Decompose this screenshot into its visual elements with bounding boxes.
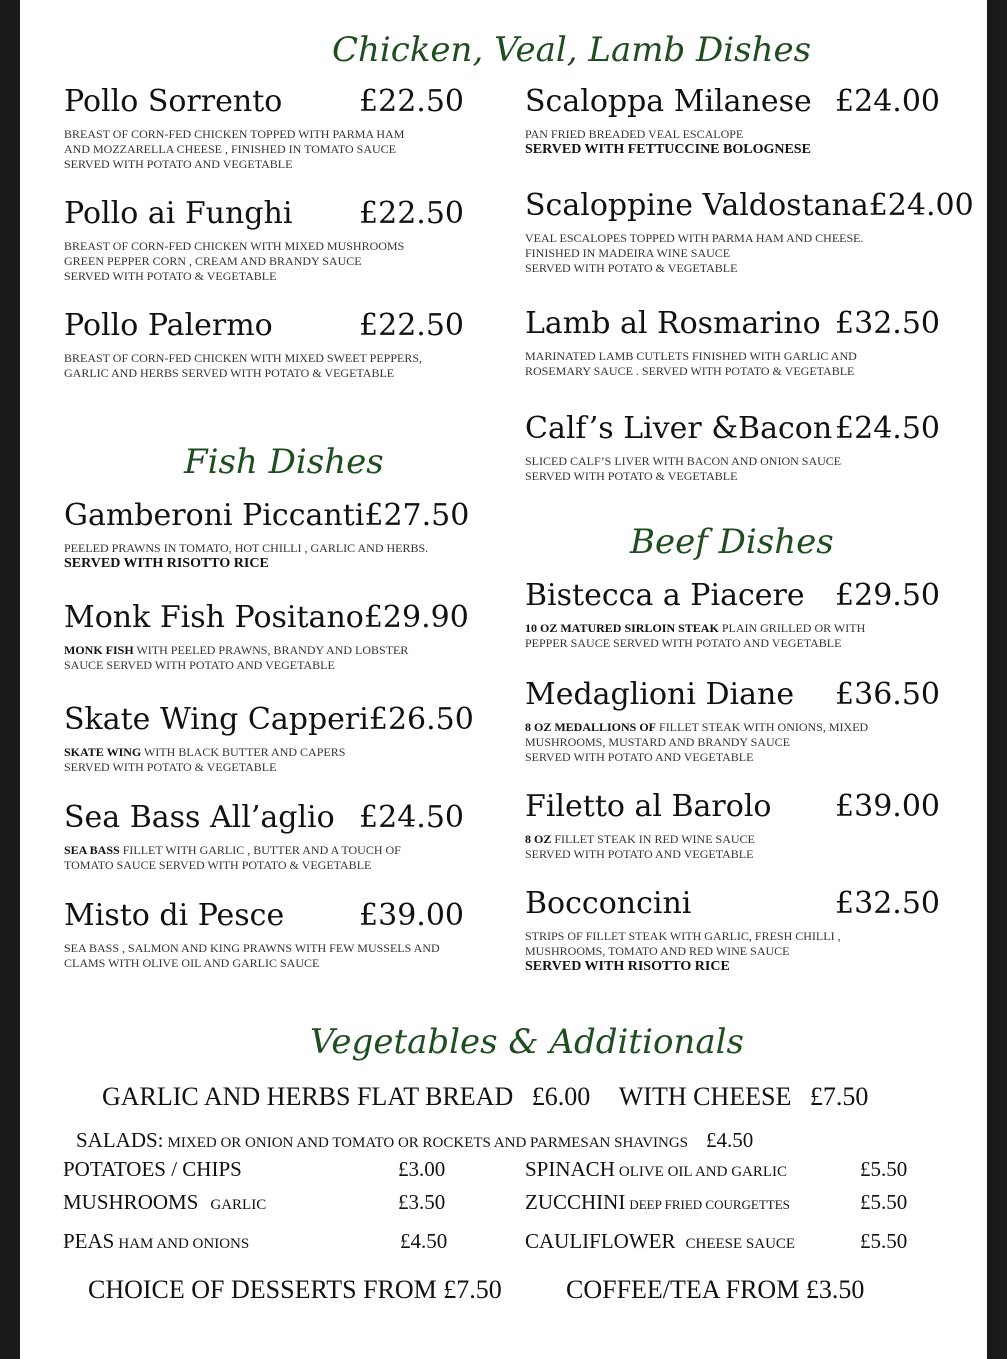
- description-lead: SEA BASS: [64, 843, 120, 857]
- dish-item: [64, 800, 464, 873]
- dish-header: [64, 800, 464, 835]
- dish-price: £24.50: [359, 800, 464, 835]
- description-line: [525, 944, 945, 959]
- description-text: PEPPER SAUCE SERVED WITH POTATO AND VEGETABLE: [525, 636, 842, 650]
- dish-item: [64, 84, 464, 172]
- dish-price: £36.50: [835, 677, 940, 712]
- description-text: STRIPS OF FILLET STEAK WITH GARLIC, FRESH CHILLI ,: [525, 929, 841, 943]
- spinach-price: £5.50: [860, 1157, 908, 1181]
- description-line: [525, 469, 945, 484]
- description-text: SERVED WITH POTATO & VEGETABLE: [525, 469, 738, 483]
- dish-header: [64, 308, 464, 343]
- salads-line: [76, 1128, 753, 1153]
- description-line: [525, 621, 945, 636]
- description-text: GREEN PEPPER CORN , CREAM AND BRANDY SAUCE: [64, 254, 362, 268]
- bread-cheese-label: WITH CHEESE: [618, 1082, 792, 1111]
- peas-desc: HAM AND ONIONS: [118, 1236, 250, 1252]
- spinach-line: [525, 1157, 787, 1182]
- dish-header: [525, 886, 940, 921]
- dish-header: [525, 789, 940, 824]
- dish-name: Lamb al Rosmarino: [525, 306, 821, 341]
- description-lead: MONK FISH: [64, 643, 134, 657]
- cauliflower-name: CAULIFLOWER: [525, 1229, 676, 1253]
- dish-name: Misto di Pesce: [64, 898, 285, 933]
- description-text: PLAIN GRILLED OR WITH: [718, 621, 866, 635]
- zucchini-name: ZUCCHINI: [525, 1190, 626, 1214]
- dish-name: Calf’s Liver &Bacon: [525, 411, 833, 446]
- dish-header: [64, 600, 469, 635]
- description-line: [525, 720, 945, 735]
- dish-price: £39.00: [835, 789, 940, 824]
- dish-price: £26.50: [368, 702, 474, 737]
- dish-name: Bistecca a Piacere: [525, 578, 805, 613]
- desserts-line: CHOICE OF DESSERTS FROM £7.50: [88, 1275, 502, 1304]
- cauliflower-desc: CHEESE SAUCE: [685, 1236, 796, 1252]
- description-line: [525, 231, 945, 246]
- description-line: [525, 929, 945, 944]
- description-line: [525, 246, 945, 261]
- cauliflower-price: £5.50: [860, 1229, 908, 1253]
- bread-cheese-price: £7.50: [809, 1082, 869, 1111]
- section-title-vegetables: Vegetables & Additionals: [310, 1022, 744, 1062]
- description-text: SERVED WITH POTATO & VEGETABLE: [64, 269, 277, 283]
- spinach-name: SPINACH: [525, 1157, 615, 1181]
- cauliflower-line: [525, 1229, 795, 1254]
- dish-name: Monk Fish Positano: [64, 600, 364, 635]
- dish-description: [64, 127, 494, 172]
- dish-price: £22.50: [359, 308, 464, 343]
- description-text: FILLET STEAK IN RED WINE SAUCE: [551, 832, 755, 846]
- description-line: [525, 127, 945, 142]
- dish-name: Skate Wing Capperi: [64, 702, 369, 737]
- description-lead: 10 OZ MATURED SIRLOIN STEAK: [525, 621, 719, 635]
- dish-item: [525, 789, 940, 862]
- description-text: FILLET WITH GARLIC , BUTTER AND A TOUCH OF: [119, 843, 401, 857]
- description-line: [64, 142, 494, 157]
- description-bold-line: SERVED WITH RISOTTO RICE: [64, 556, 269, 571]
- dish-description: [64, 239, 494, 284]
- zucchini-desc: DEEP FRIED COURGETTES: [629, 1197, 790, 1212]
- dish-price: £32.50: [835, 886, 940, 921]
- dish-description: [525, 349, 945, 379]
- potatoes-name: POTATOES / CHIPS: [63, 1157, 242, 1181]
- section-title-chicken: Chicken, Veal, Lamb Dishes: [332, 30, 812, 70]
- dish-price: £22.50: [359, 196, 464, 231]
- dish-price: £27.50: [364, 498, 470, 533]
- description-text: WITH BLACK BUTTER AND CAPERS: [141, 745, 346, 759]
- dish-item: [525, 188, 974, 276]
- dish-description: [525, 621, 945, 651]
- dish-item: [525, 306, 940, 379]
- description-line: [64, 239, 494, 254]
- dish-description: [64, 843, 494, 873]
- dish-description: [525, 127, 945, 157]
- dish-header: [525, 84, 940, 119]
- description-line: [525, 364, 945, 379]
- description-text: MUSHROOMS, MUSTARD AND BRANDY SAUCE: [525, 735, 790, 749]
- dish-item: [525, 84, 940, 157]
- peas-line: [63, 1229, 249, 1254]
- description-line: [525, 261, 945, 276]
- description-text: BREAST OF CORN-FED CHICKEN TOPPED WITH PARMA HAM: [64, 127, 405, 141]
- description-line: [64, 643, 494, 658]
- description-text: MARINATED LAMB CUTLETS FINISHED WITH GARLIC AND: [525, 349, 857, 363]
- zucchini-line: [525, 1190, 790, 1215]
- dish-item: [64, 498, 470, 571]
- dish-description: [64, 643, 494, 673]
- dish-header: [64, 84, 464, 119]
- description-line: [64, 127, 494, 142]
- salads-price: £4.50: [706, 1128, 754, 1152]
- description-text: SERVED WITH POTATO & VEGETABLE: [525, 261, 738, 275]
- description-text: ROSEMARY SAUCE . SERVED WITH POTATO & VEGETABLE: [525, 364, 855, 378]
- description-text: TOMATO SAUCE SERVED WITH POTATO & VEGETABLE: [64, 858, 372, 872]
- mushrooms-desc: GARLIC: [210, 1197, 267, 1213]
- description-text: MUSHROOMS, TOMATO AND RED WINE SAUCE: [525, 944, 790, 958]
- description-line: [64, 351, 494, 366]
- description-bold-line: SERVED WITH RISOTTO RICE: [525, 959, 730, 974]
- dish-header: [525, 188, 974, 223]
- dish-price: £29.50: [835, 578, 940, 613]
- peas-name: PEAS: [63, 1229, 115, 1253]
- mushrooms-line: [63, 1190, 266, 1215]
- bread-name: GARLIC AND HERBS FLAT BREAD: [102, 1082, 514, 1111]
- description-line: [525, 832, 945, 847]
- dish-name: Scaloppine Valdostana: [525, 188, 869, 223]
- menu-page: [20, 0, 987, 1359]
- description-text: SERVED WITH POTATO AND VEGETABLE: [64, 157, 293, 171]
- dish-item: [64, 702, 474, 775]
- mushrooms-name: MUSHROOMS: [63, 1190, 199, 1214]
- dish-header: [64, 498, 470, 533]
- dish-description: [64, 745, 494, 775]
- spinach-desc: OLIVE OIL AND GARLIC: [618, 1164, 788, 1180]
- bread-line: [102, 1082, 868, 1112]
- description-text: FINISHED IN MADEIRA WINE SAUCE: [525, 246, 731, 260]
- description-line: [525, 454, 945, 469]
- dish-price: £24.00: [835, 84, 940, 119]
- dish-name: Sea Bass All’aglio: [64, 800, 335, 835]
- dish-price: £22.50: [359, 84, 464, 119]
- salads-label: SALADS:: [76, 1128, 164, 1152]
- description-text: GARLIC AND HERBS SERVED WITH POTATO & VEGETABLE: [64, 366, 395, 380]
- dish-price: £24.00: [868, 188, 974, 223]
- description-text: CLAMS WITH OLIVE OIL AND GARLIC SAUCE: [64, 956, 320, 970]
- dish-header: [525, 411, 940, 446]
- dish-description: [525, 832, 945, 862]
- dish-item: [64, 196, 464, 284]
- dish-header: [64, 196, 464, 231]
- dish-header: [64, 898, 464, 933]
- dish-name: Filetto al Barolo: [525, 789, 772, 824]
- description-text: PAN FRIED BREADED VEAL ESCALOPE: [525, 127, 744, 141]
- potatoes-price: £3.00: [398, 1157, 446, 1181]
- dish-name: Scaloppa Milanese: [525, 84, 812, 119]
- dish-header: [525, 677, 940, 712]
- description-line: [64, 843, 494, 858]
- description-line: [525, 847, 945, 862]
- description-text: WITH PEELED PRAWNS, BRANDY AND LOBSTER: [133, 643, 409, 657]
- description-text: FILLET STEAK WITH ONIONS, MIXED: [656, 720, 869, 734]
- description-text: SLICED CALF’S LIVER WITH BACON AND ONION SAUCE: [525, 454, 842, 468]
- dish-description: [525, 720, 945, 765]
- description-bold-line: SERVED WITH FETTUCCINE BOLOGNESE: [525, 142, 811, 157]
- dish-description: [525, 929, 945, 974]
- description-line: [525, 349, 945, 364]
- description-line: [64, 366, 494, 381]
- description-text: SEA BASS , SALMON AND KING PRAWNS WITH FEW MUSSELS AND: [64, 941, 440, 955]
- peas-price: £4.50: [400, 1229, 448, 1253]
- description-text: BREAST OF CORN-FED CHICKEN WITH MIXED SWEET PEPPERS,: [64, 351, 423, 365]
- dish-name: Pollo Palermo: [64, 308, 273, 343]
- description-text: SERVED WITH POTATO AND VEGETABLE: [525, 750, 754, 764]
- zucchini-price: £5.50: [860, 1190, 908, 1214]
- description-line: [64, 541, 494, 556]
- dish-name: Medaglioni Diane: [525, 677, 795, 712]
- dish-price: £32.50: [835, 306, 940, 341]
- dish-name: Pollo ai Funghi: [64, 196, 293, 231]
- dish-item: [64, 308, 464, 381]
- description-line: [64, 269, 494, 284]
- description-text: SERVED WITH POTATO AND VEGETABLE: [525, 847, 754, 861]
- description-text: SERVED WITH POTATO & VEGETABLE: [64, 760, 277, 774]
- dish-item: [525, 411, 940, 484]
- description-line: [64, 745, 494, 760]
- description-line: [525, 735, 945, 750]
- dish-description: [525, 231, 945, 276]
- description-line: [64, 157, 494, 172]
- description-lead: SKATE WING: [64, 745, 142, 759]
- dish-description: [525, 454, 945, 484]
- description-lead: 8 OZ MEDALLIONS OF: [525, 720, 657, 734]
- description-line: [64, 254, 494, 269]
- dish-name: Pollo Sorrento: [64, 84, 283, 119]
- description-line: [64, 858, 494, 873]
- description-lead: 8 OZ: [525, 832, 552, 846]
- description-line: [64, 658, 494, 673]
- dish-item: [525, 677, 940, 765]
- dish-description: [64, 541, 494, 571]
- dish-description: [64, 351, 494, 381]
- dish-name: Gamberoni Piccanti: [64, 498, 365, 533]
- description-line: [64, 760, 494, 775]
- dish-name: Bocconcini: [525, 886, 692, 921]
- section-title-beef: Beef Dishes: [630, 522, 834, 562]
- dish-header: [64, 702, 474, 737]
- dish-header: [525, 578, 940, 613]
- section-title-fish: Fish Dishes: [184, 442, 384, 482]
- dish-price: £24.50: [835, 411, 940, 446]
- description-line: [64, 941, 494, 956]
- dish-item: [525, 578, 940, 651]
- dish-item: [64, 600, 469, 673]
- mushrooms-price: £3.50: [398, 1190, 446, 1214]
- dish-header: [525, 306, 940, 341]
- description-line: [525, 750, 945, 765]
- coffee-line: COFFEE/TEA FROM £3.50: [566, 1275, 865, 1304]
- salads-desc: MIXED OR ONION AND TOMATO OR ROCKETS AND PARMESAN SHAVINGS: [167, 1135, 689, 1151]
- dish-item: [525, 886, 940, 974]
- dish-item: [64, 898, 464, 971]
- description-text: VEAL ESCALOPES TOPPED WITH PARMA HAM AND CHEESE.: [525, 231, 864, 245]
- description-text: PEELED PRAWNS IN TOMATO, HOT CHILLI , GARLIC AND HERBS.: [64, 541, 429, 555]
- description-text: BREAST OF CORN-FED CHICKEN WITH MIXED MUSHROOMS: [64, 239, 405, 253]
- dish-price: £29.90: [363, 600, 469, 635]
- dish-description: [64, 941, 494, 971]
- description-line: [64, 956, 494, 971]
- bread-price: £6.00: [531, 1082, 591, 1111]
- dish-price: £39.00: [359, 898, 464, 933]
- description-line: [525, 636, 945, 651]
- description-text: SAUCE SERVED WITH POTATO AND VEGETABLE: [64, 658, 335, 672]
- description-text: AND MOZZARELLA CHEESE , FINISHED IN TOMATO SAUCE: [64, 142, 397, 156]
